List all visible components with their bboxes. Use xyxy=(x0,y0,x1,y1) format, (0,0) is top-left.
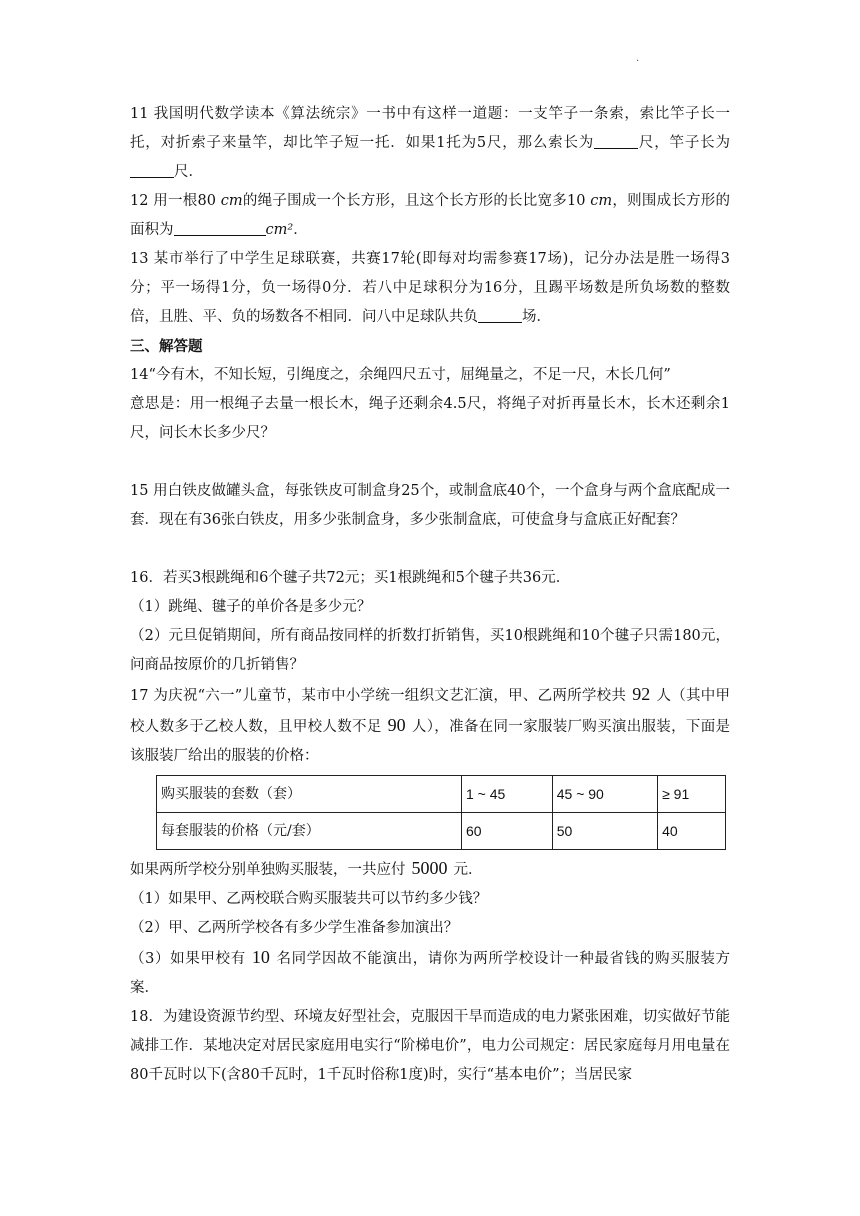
q11-text-2: 尺，竿子长为 xyxy=(638,135,730,151)
answer-blank[interactable] xyxy=(478,306,522,323)
question-16-stem: 16．若买3根跳绳和6个毽子共72元；买1根跳绳和5个毽子共36元． xyxy=(130,570,571,586)
page-mark: · xyxy=(636,56,640,67)
document-content xyxy=(130,100,730,1090)
q12-text-4: ． xyxy=(293,222,308,238)
answer-blank[interactable] xyxy=(174,219,266,236)
q17-after-2: 元． xyxy=(453,862,483,878)
q17-part-3-b: 名同学因故不能演出，请你为两所学校设计一种最省钱的购买服装方案． xyxy=(130,951,730,996)
table-row xyxy=(157,776,726,813)
q12-text-3: ，则围成长方形的面积为 xyxy=(130,193,731,238)
table-cell: 1 ~ 45 xyxy=(462,776,553,813)
q13-text-2: 场． xyxy=(522,309,551,325)
question-14-line-1: 14“今有木，不知长短，引绳度之，余绳四尺五寸，屈绳量之，不足一尺，木长几何” xyxy=(130,367,671,383)
question-12 xyxy=(130,187,730,245)
q17-text-3: 人），准备在同一家服装厂购买演出服装，下面是该服装厂给出的服装的价格： xyxy=(130,719,731,764)
question-17-part-2: （2）甲、乙两所学校各有多少学生准备参加演出？ xyxy=(130,920,459,936)
question-11 xyxy=(130,100,730,187)
q17-number: 92 xyxy=(632,684,651,704)
question-15: 15 用白铁皮做罐头盒，每张铁皮可制盒身25个，或制盒底40个，一个盒身与两个盒底配成一套．现在有36张白铁皮，用多少张制盒身，多少张制盒底，可使盒身与盒底正好配套？ xyxy=(130,483,730,528)
answer-blank[interactable] xyxy=(130,161,174,178)
q17-after-1: 如果两所学校分别单独购买服装，一共应付 xyxy=(130,862,406,878)
table-cell: 45 ~ 90 xyxy=(552,776,657,813)
section-heading: 三、解答题 xyxy=(130,338,203,355)
q12-text-2: 的绳子围成一个长方形，且这个长方形的长比宽多10 xyxy=(242,193,586,209)
table-cell: 每套服装的价格（元/套） xyxy=(157,813,462,850)
q17-number: 5000 xyxy=(411,858,448,878)
question-17-after-table xyxy=(130,854,730,885)
q17-number: 90 xyxy=(387,715,406,735)
answer-space xyxy=(130,448,730,477)
q17-number: 10 xyxy=(251,947,270,967)
answer-blank[interactable] xyxy=(594,132,638,149)
q12-text-1: 12 用一根80 xyxy=(130,193,216,209)
question-16-part-1: （1）跳绳、毽子的单价各是多少元？ xyxy=(130,599,372,615)
unit-cm: cm xyxy=(590,193,613,209)
q11-text-3: 尺． xyxy=(174,164,203,180)
q13-text-1: 13 某市举行了中学生足球联赛，共赛17轮(即每对均需参赛17场)，记分办法是胜一场得3分；平一场得1分，负一场得0分．若八中足球积分为16分，且踢平场数是所负场数的整数倍，且胜、平、负的场数各不相同．问八中足球队共负 xyxy=(130,251,730,325)
question-17-stem xyxy=(130,680,730,771)
answer-space xyxy=(130,535,730,564)
table-cell: 50 xyxy=(552,813,657,850)
q17-part-3-a: （3）如果甲校有 xyxy=(130,951,246,967)
question-13 xyxy=(130,245,730,332)
question-14-line-2: 意思是：用一根绳子去量一根长木，绳子还剩余4.5尺，将绳子对折再量长木，长木还剩余1尺，问长木长多少尺？ xyxy=(130,396,730,441)
q17-text-2: 人（其中甲校人数多于乙校人数，且甲校人数不足 xyxy=(130,688,730,735)
q11-text-1: 11 我国明代数学读本《算法统宗》一书中有这样一道题：一支竿子一条索，索比竿子长一托，对折索子来量竿，却比竿子短一托．如果1托为5尺，那么索长为 xyxy=(130,106,730,151)
question-17-part-1: （1）如果甲、乙两校联合购买服装共可以节约多少钱？ xyxy=(130,891,488,907)
unit-cm2: cm² xyxy=(265,222,294,238)
table-cell: 40 xyxy=(658,813,726,850)
table-cell: 购买服装的套数（套） xyxy=(157,776,462,813)
price-table xyxy=(156,775,726,850)
table-row xyxy=(157,813,726,850)
question-17-part-3 xyxy=(130,943,730,1003)
question-16-part-2: （2）元旦促销期间，所有商品按同样的折数打折销售，买10根跳绳和10个毽子只需180元，问商品按原价的几折销售？ xyxy=(130,628,730,673)
q17-text-1: 17 为庆祝“六一”儿童节，某市中小学统一组织文艺汇演，甲、乙两所学校共 xyxy=(130,688,627,704)
question-18: 18．为建设资源节约型、环境友好型社会，克服因干旱而造成的电力紧张困难，切实做好节能减排工作．某地决定对居民家庭用电实行“阶梯电价”，电力公司规定：居民家庭每月用电量在80千瓦时以下(含80千瓦时，1千瓦时俗称1度)时，实行“基本电价”；当居民家 xyxy=(130,1009,730,1083)
table-cell: 60 xyxy=(462,813,553,850)
unit-cm: cm xyxy=(220,193,243,209)
table-cell: ≥ 91 xyxy=(658,776,726,813)
